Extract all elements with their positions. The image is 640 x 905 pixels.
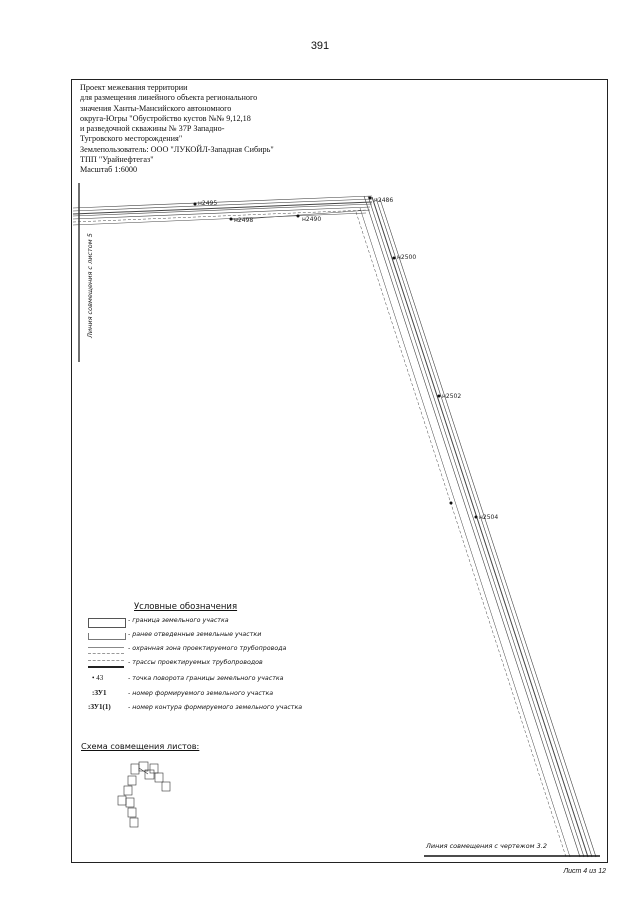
title-line: ТПП "Урайнефтегаз" <box>80 155 154 165</box>
turning-point <box>230 218 233 221</box>
point-label: н2490 <box>302 216 322 223</box>
pipeline-corridor-diagonal <box>356 196 596 857</box>
turning-points <box>194 197 478 519</box>
turning-point <box>475 516 478 519</box>
legend-item <box>80 689 340 701</box>
parcel-number-symbol: :ЗУ1 <box>92 689 107 697</box>
title-line: Проект межевания территории <box>80 83 188 92</box>
turning-point <box>297 215 300 218</box>
protection-zone-symbol <box>80 644 124 656</box>
point-label: н2498 <box>234 217 254 224</box>
title-line: Тугровского месторождения" <box>80 134 183 144</box>
contour-number-symbol: :ЗУ1(1) <box>88 703 111 711</box>
title-line: для размещения линейного объекта регионального <box>80 93 258 103</box>
legend-item <box>80 616 340 628</box>
page-number: 391 <box>310 40 330 52</box>
point-label: н2500 <box>397 254 417 261</box>
turning-point-symbol: • 43 <box>92 674 104 682</box>
scale-line: Масштаб 1:6000 <box>80 165 138 175</box>
title-line: и разведочной скважины № 37Р Западно- <box>80 124 225 134</box>
pipeline-route-symbol <box>80 658 124 670</box>
point-label: н2486 <box>374 197 394 204</box>
pipeline-corridor-top <box>73 196 372 225</box>
turning-point <box>393 257 396 260</box>
turning-point <box>450 502 453 505</box>
prior-allocated-symbol <box>80 630 124 642</box>
turning-point <box>369 197 372 200</box>
legend-text: - охранная зона проектируемого трубопровода <box>128 645 287 652</box>
title-line: значения Ханты-Мансийского автономного <box>80 103 232 113</box>
sheet-number: Лист 4 из 12 <box>563 868 606 875</box>
turning-point <box>438 395 441 398</box>
point-label: н2495 <box>198 200 218 207</box>
scheme-title: Схема совмещения листов: <box>81 741 200 751</box>
legend-item <box>80 644 340 656</box>
combination-line-left-label: Линия совмещения с листом 5 <box>86 233 94 338</box>
legend-item <box>80 630 340 642</box>
point-label: н2504 <box>479 514 499 521</box>
legend-text: - ранее отведенные земельные участки <box>128 631 262 638</box>
legend-item <box>80 658 340 670</box>
legend-text: - номер контура формируемого земельного участка <box>128 704 303 711</box>
legend-text: - номер формируемого земельного участка <box>128 690 274 697</box>
parcel-boundary-symbol <box>80 616 124 628</box>
turning-point <box>194 203 197 206</box>
legend-item <box>80 703 340 715</box>
legend-text: - точка поворота границы земельного участка <box>128 675 284 682</box>
legend-title: Условные обозначения <box>134 602 238 612</box>
point-label: н2502 <box>442 393 462 400</box>
legend-text: - граница земельного участка <box>128 617 229 624</box>
title-line: Землепользователь: ООО "ЛУКОЙЛ-Западная Сибирь" <box>80 144 274 154</box>
legend-text: - трассы проектируемых трубопроводов <box>128 659 263 666</box>
legend-item <box>80 674 340 686</box>
sheet-scheme <box>118 762 170 827</box>
title-line: округа-Югры "Обустройство кустов №№ 9,12,18 <box>80 113 251 123</box>
combination-line-bottom-label: Линия совмещения с чертежом 3.2 <box>426 842 547 850</box>
